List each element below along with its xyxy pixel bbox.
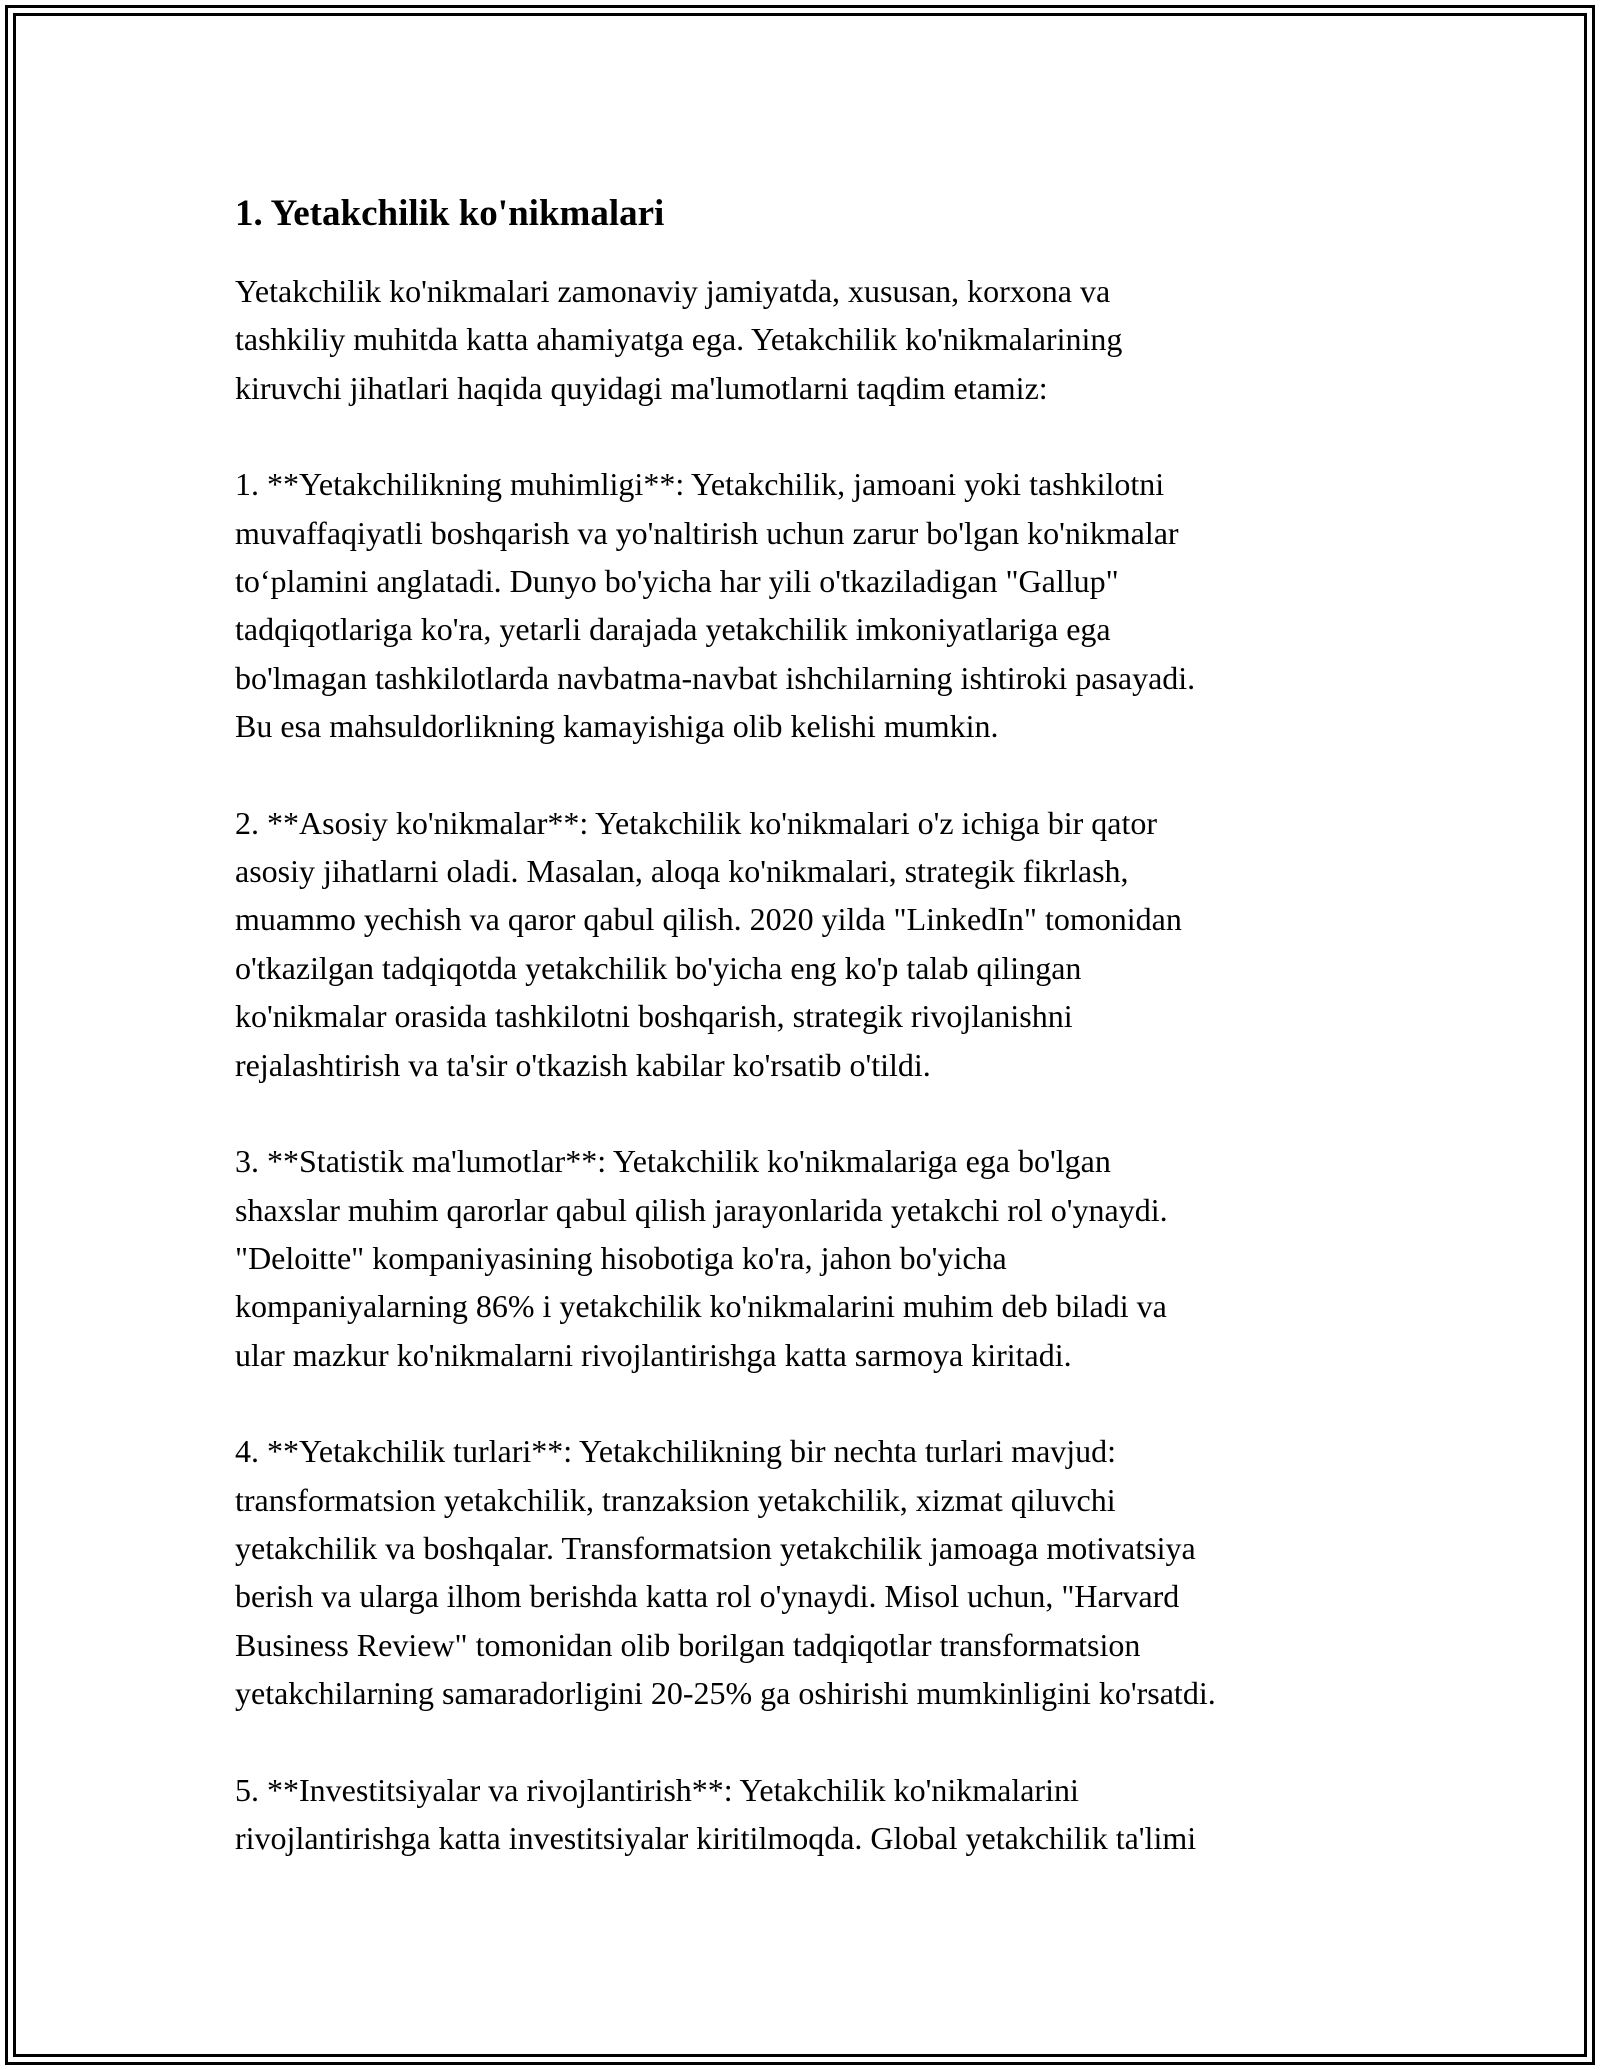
text-line: tadqiqotlariga ko'ra, yetarli darajada yetakchilik imkoniyatlariga ega	[235, 611, 1111, 648]
document-body	[235, 185, 1395, 1910]
paragraph	[235, 1137, 1395, 1379]
section-heading: 1. Yetakchilik ko'nikmalari	[235, 193, 665, 234]
paragraph-list	[235, 267, 1395, 1862]
text-line: ko'nikmalar orasida tashkilotni boshqarish, strategik rivojlanishni	[235, 998, 1073, 1035]
paragraph	[235, 799, 1395, 1089]
text-line: transformatsion yetakchilik, tranzaksion yetakchilik, xizmat qiluvchi	[235, 1481, 1116, 1518]
text-line: 3. **Statistik ma'lumotlar**: Yetakchilik ko'nikmalariga ega bo'lgan	[235, 1143, 1111, 1180]
paragraph	[235, 460, 1395, 750]
text-line: "Deloitte" kompaniyasining hisobotiga ko'ra, jahon bo'yicha	[235, 1239, 1007, 1276]
text-line: ular mazkur ko'nikmalarni rivojlantirishga katta sarmoya kiritadi.	[235, 1336, 1072, 1373]
text-line: 4. **Yetakchilik turlari**: Yetakchilikning bir nechta turlari mavjud:	[235, 1433, 1117, 1470]
text-line: to‘plamini anglatadi. Dunyo bo'yicha har yili o'tkaziladigan "Gallup"	[235, 563, 1119, 600]
text-line: kompaniyalarning 86% i yetakchilik ko'nikmalarini muhim deb biladi va	[235, 1288, 1167, 1325]
text-line: o'tkazilgan tadqiqotda yetakchilik bo'yicha eng ko'p talab qilingan	[235, 949, 1082, 986]
text-line: bo'lmagan tashkilotlarda navbatma-navbat ishchilarning ishtiroki pasayadi.	[235, 659, 1196, 696]
text-line: muvaffaqiyatli boshqarish va yo'naltirish uchun zarur bo'lgan ko'nikmalar	[235, 514, 1179, 551]
text-line: Yetakchilik ko'nikmalari zamonaviy jamiyatda, xususan, korxona va	[235, 273, 1111, 309]
text-line: muammo yechish va qaror qabul qilish. 2020 yilda "LinkedIn" tomonidan	[235, 901, 1182, 938]
text-line: 2. **Asosiy ko'nikmalar**: Yetakchilik ko'nikmalari o'z ichiga bir qator	[235, 804, 1158, 841]
text-line: 1. **Yetakchilikning muhimligi**: Yetakchilik, jamoani yoki tashkilotni	[235, 466, 1165, 503]
text-line: Business Review" tomonidan olib borilgan tadqiqotlar transformatsion	[235, 1626, 1141, 1663]
text-line: Bu esa mahsuldorlikning kamayishiga olib kelishi mumkin.	[235, 708, 999, 745]
paragraph	[235, 1766, 1395, 1863]
text-line: 5. **Investitsiyalar va rivojlantirish**: Yetakchilik ko'nikmalarini	[235, 1771, 1079, 1808]
text-line: rivojlantirishga katta investitsiyalar kiritilmoqda. Global yetakchilik ta'limi	[235, 1819, 1197, 1856]
text-line: tashkiliy muhitda katta ahamiyatga ega. Yetakchilik ko'nikmalarining	[235, 321, 1123, 358]
text-line: yetakchilik va boshqalar. Transformatsion yetakchilik jamoaga motivatsiya	[235, 1529, 1196, 1566]
text-line: kiruvchi jihatlari haqida quyidagi ma'lumotlarni taqdim etamiz:	[235, 369, 1048, 406]
text-line: rejalashtirish va ta'sir o'tkazish kabilar ko'rsatib o'tildi.	[235, 1046, 931, 1083]
text-line: shaxslar muhim qarorlar qabul qilish jarayonlarida yetakchi rol o'ynaydi.	[235, 1191, 1168, 1228]
paragraph	[235, 267, 1395, 412]
text-line: berish va ularga ilhom berishda katta rol o'ynaydi. Misol uchun, "Harvard	[235, 1578, 1180, 1615]
text-line: asosiy jihatlarni oladi. Masalan, aloqa ko'nikmalari, strategik fikrlash,	[235, 853, 1129, 890]
text-line: yetakchilarning samaradorligini 20-25% ga oshirishi mumkinligini ko'rsatdi.	[235, 1675, 1216, 1712]
paragraph	[235, 1427, 1395, 1717]
